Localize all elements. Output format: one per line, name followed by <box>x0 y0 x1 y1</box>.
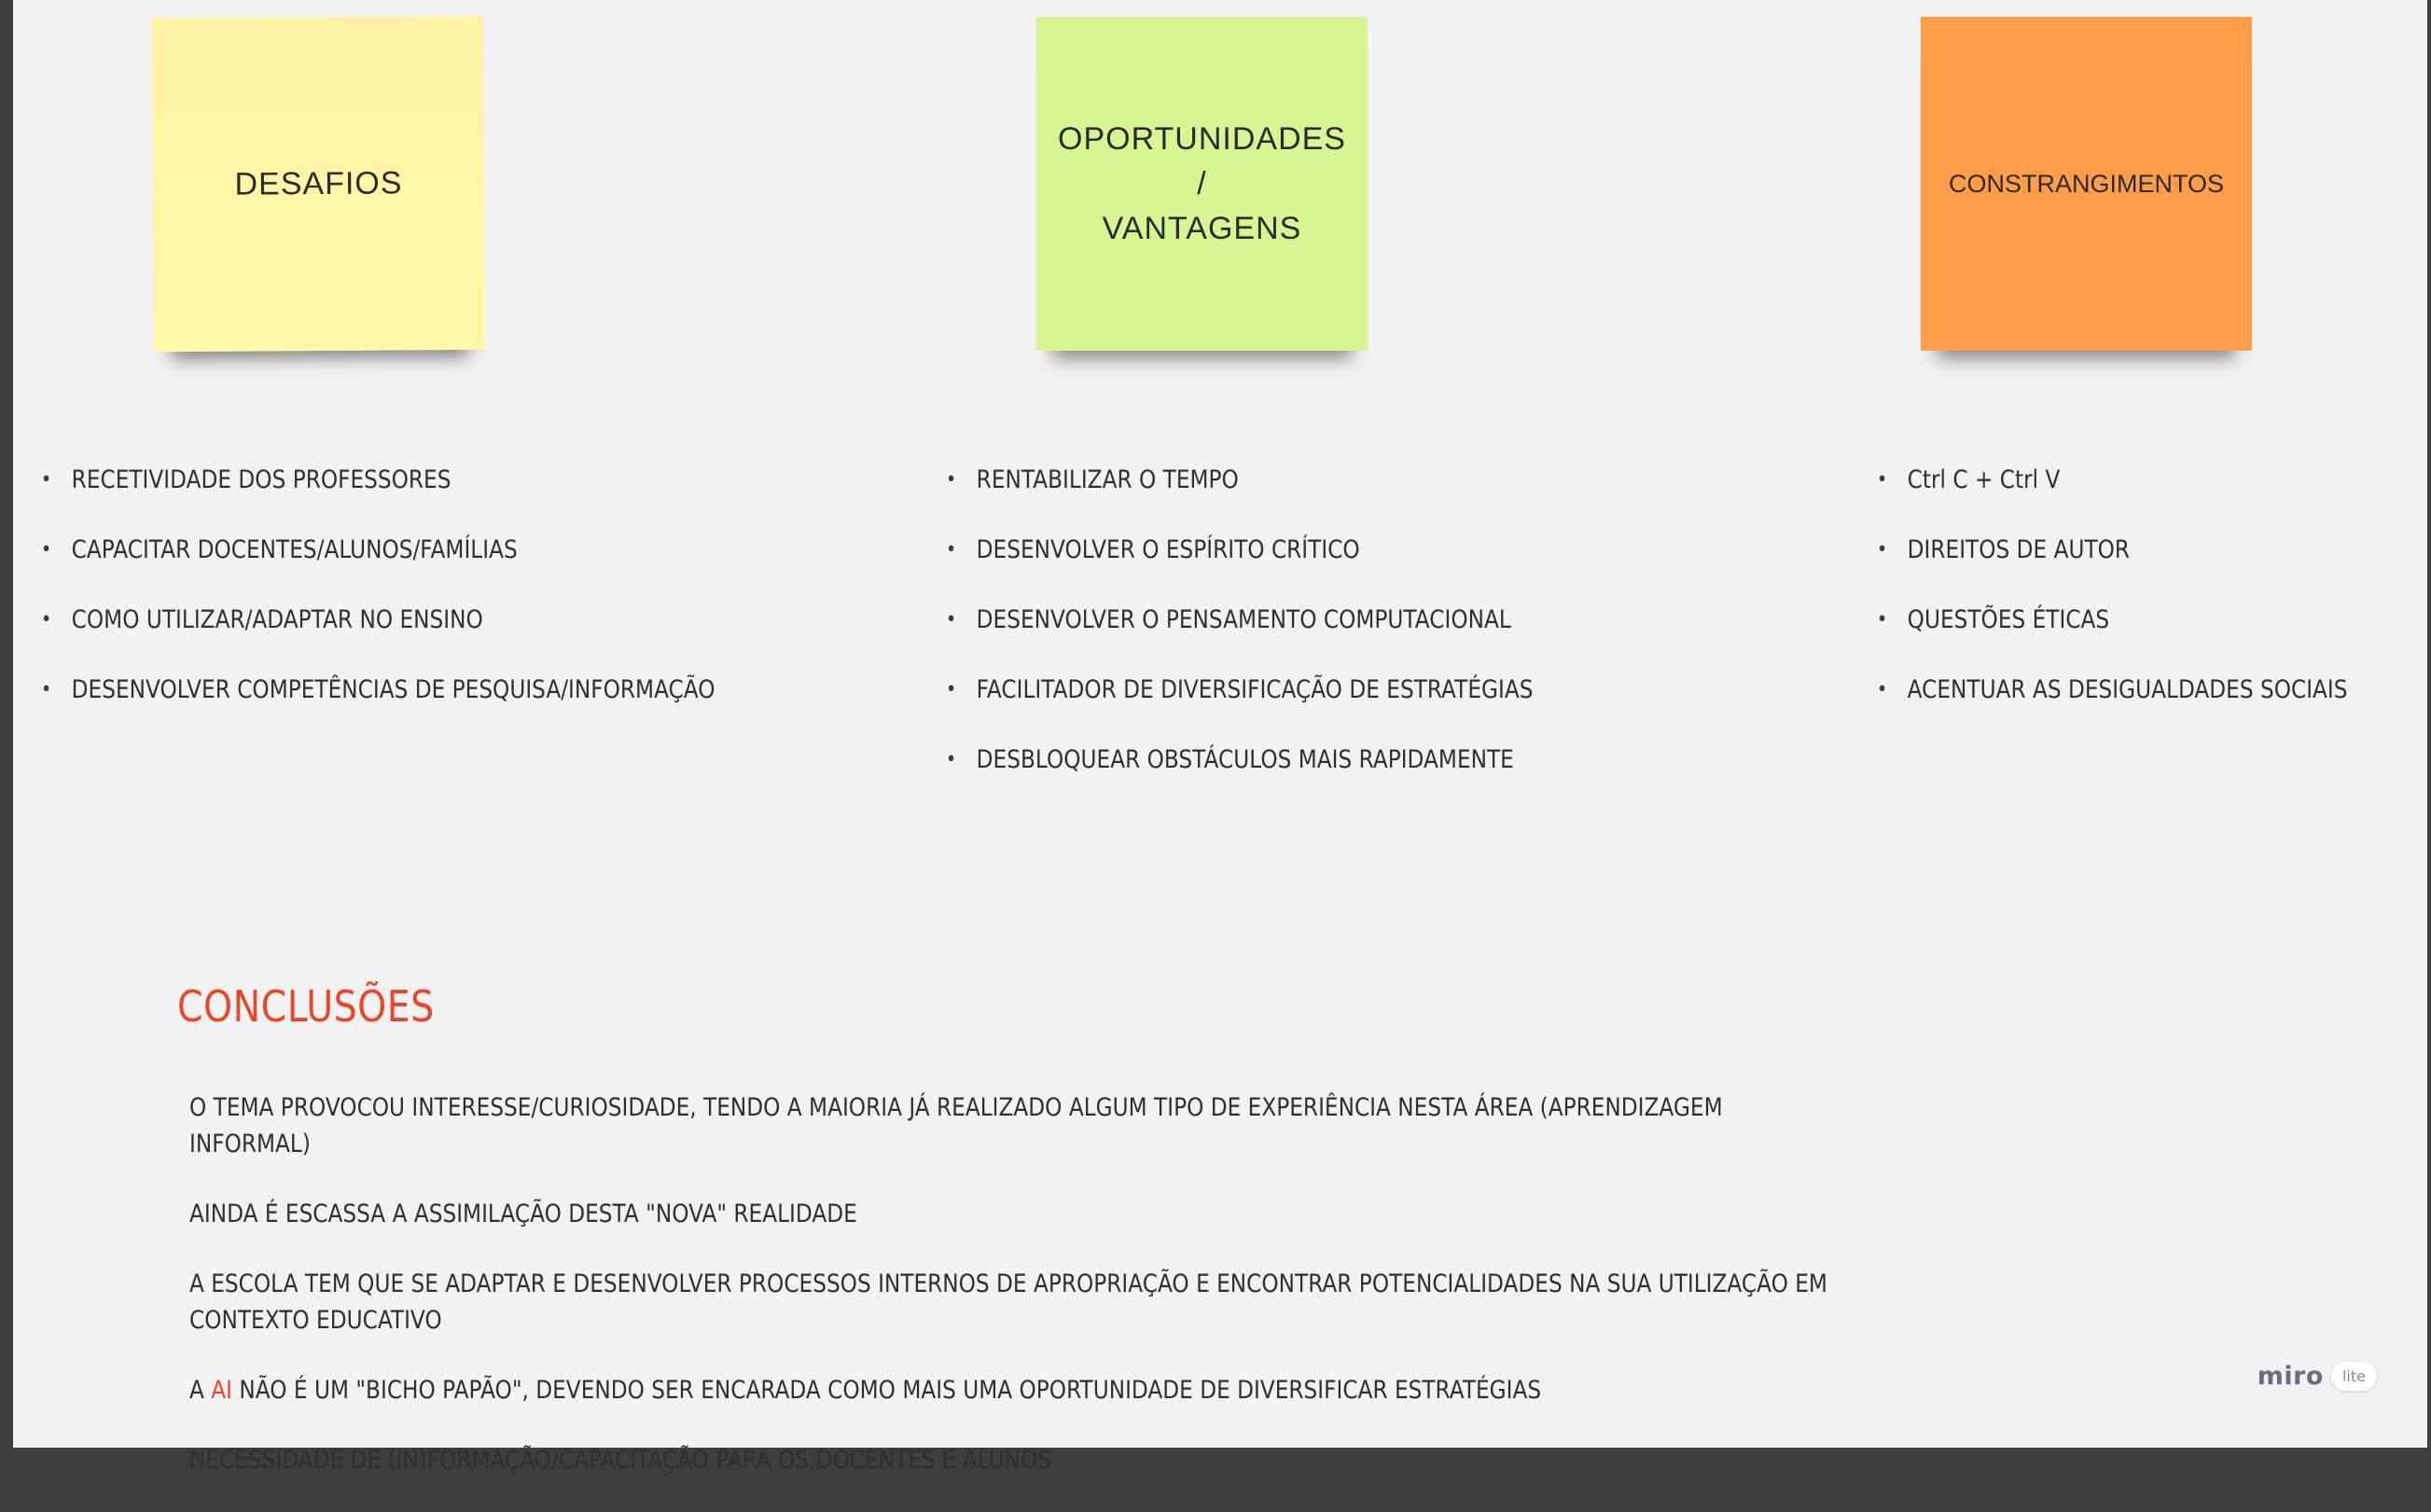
conclusion-text: A <box>189 1376 212 1405</box>
desafios-list[interactable] <box>41 457 715 737</box>
miro-logo[interactable] <box>2257 1362 2377 1391</box>
sticky-note-text: OPORTUNIDADES / VANTAGENS <box>1058 121 1346 246</box>
oportunidades-list[interactable] <box>946 457 1533 807</box>
conclusion-paragraph: AINDA É ESCASSA A ASSIMILAÇÃO DESTA "NOVA" REALIDADE <box>189 1200 857 1228</box>
list-item: • CAPACITAR DOCENTES/ALUNOS/FAMÍLIAS <box>41 527 715 597</box>
conclusion-paragraph: A ESCOLA TEM QUE SE ADAPTAR E DESENVOLVER PROCESSOS INTERNOS DE APROPRIAÇÃO E ENCONTRAR POTENCIALIDADES NA SUA UTILIZAÇÃO EM CONTEXTO EDUCATIVO <box>189 1269 1827 1335</box>
miro-wordmark: miro <box>2257 1362 2324 1391</box>
list-item: • FACILITADOR DE DIVERSIFICAÇÃO DE ESTRATÉGIAS <box>946 667 1533 737</box>
sticky-note-constrangimentos[interactable] <box>1921 17 2252 351</box>
list-item: • DIREITOS DE AUTOR <box>1877 527 2348 597</box>
sticky-note-oportunidades[interactable] <box>1036 17 1368 351</box>
list-item: • DESBLOQUEAR OBSTÁCULOS MAIS RAPIDAMENTE <box>946 737 1533 807</box>
constrangimentos-list[interactable] <box>1877 457 2348 737</box>
list-item: • Ctrl C + Ctrl V <box>1877 457 2348 527</box>
conclusion-paragraph: NECESSIDADE DE (IN)FORMAÇÃO/CAPACITAÇÃO PARA OS DOCENTES E ALUNOS <box>189 1446 1051 1475</box>
list-item: • DESENVOLVER O ESPÍRITO CRÍTICO <box>946 527 1533 597</box>
list-item: • RECETIVIDADE DOS PROFESSORES <box>41 457 715 527</box>
conclusion-text: NÃO É UM "BICHO PAPÃO", DEVENDO SER ENCARADA COMO MAIS UMA OPORTUNIDADE DE DIVERSIFICAR ESTRATÉGIAS <box>232 1376 1542 1405</box>
sticky-note-text: CONSTRANGIMENTOS <box>1948 170 2225 198</box>
conclusion-paragraph <box>189 1372 1842 1408</box>
list-item: • COMO UTILIZAR/ADAPTAR NO ENSINO <box>41 597 715 667</box>
miro-board[interactable] <box>13 0 2427 1475</box>
conclusions-text[interactable] <box>189 1089 1842 1512</box>
list-item: • DESENVOLVER O PENSAMENTO COMPUTACIONAL <box>946 597 1533 667</box>
highlight-ai: AI <box>211 1376 233 1405</box>
list-item: • DESENVOLVER COMPETÊNCIAS DE PESQUISA/INFORMAÇÃO <box>41 667 715 737</box>
list-item: • QUESTÕES ÉTICAS <box>1877 597 2348 667</box>
conclusion-paragraph: O TEMA PROVOCOU INTERESSE/CURIOSIDADE, TENDO A MAIORIA JÁ REALIZADO ALGUM TIPO DE EXPERIÊNCIA NESTA ÁREA (APRENDIZAGEM INFORMAL) <box>189 1093 1723 1158</box>
list-item: • RENTABILIZAR O TEMPO <box>946 457 1533 527</box>
sticky-note-desafios[interactable] <box>152 16 485 352</box>
lite-badge: lite <box>2331 1362 2377 1391</box>
conclusions-heading[interactable]: CONCLUSÕES <box>177 981 435 1032</box>
list-item: • ACENTUAR AS DESIGUALDADES SOCIAIS <box>1877 667 2348 737</box>
sticky-note-text: DESAFIOS <box>234 165 403 202</box>
